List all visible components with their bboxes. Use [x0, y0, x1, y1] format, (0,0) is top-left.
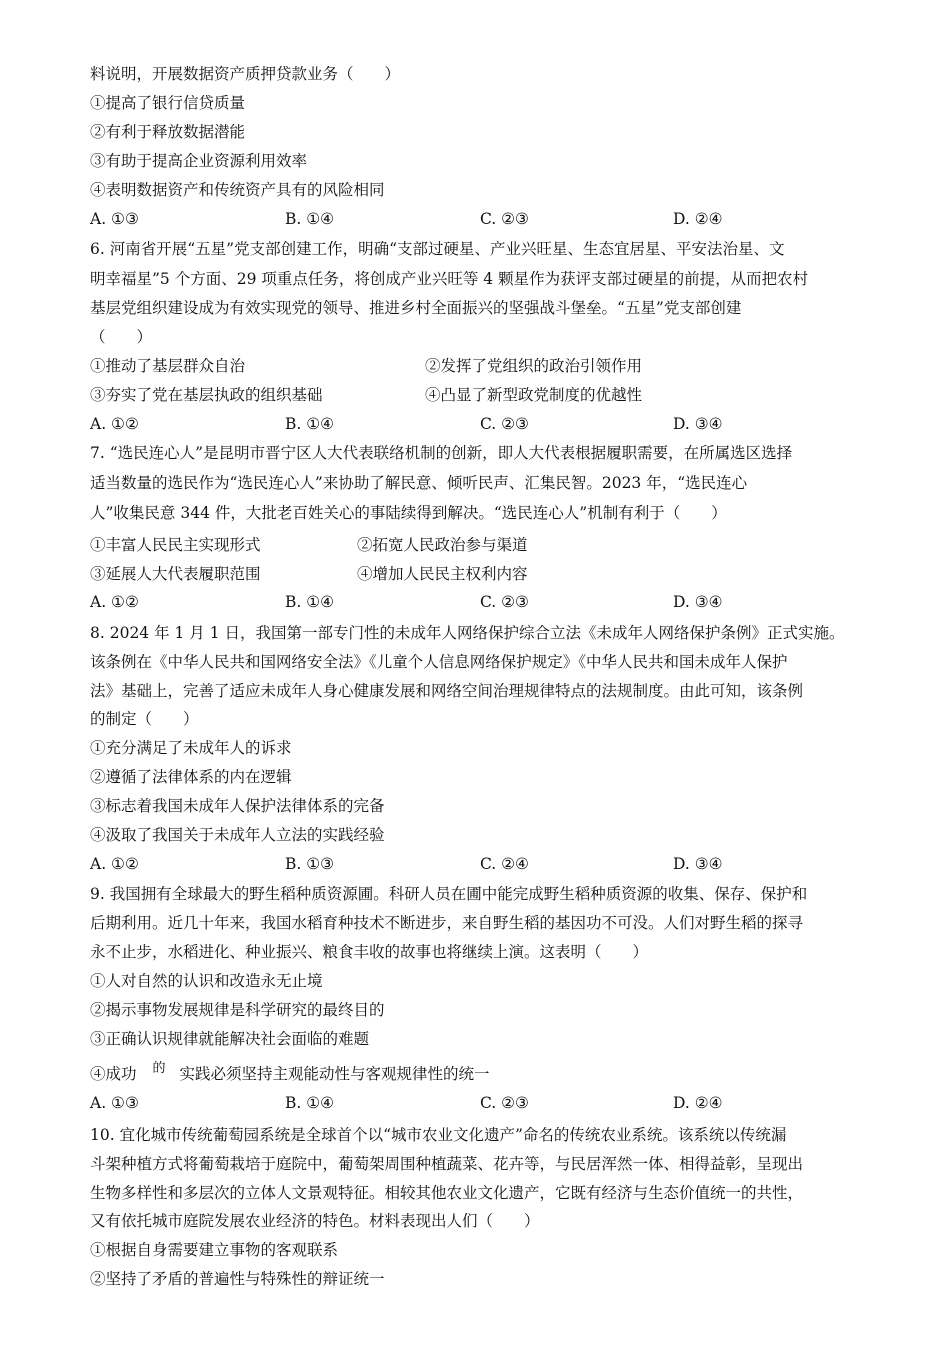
option-a: A. ①②: [90, 593, 139, 611]
answer-statement: ①根据自身需要建立事物的客观联系: [90, 1241, 339, 1259]
answer-statement: ④汲取了我国关于未成年人立法的实践经验: [90, 826, 385, 844]
question-stem-line: 7. “选民连心人”是昆明市晋宁区人大代表联络机制的创新，即人大代表根据履职需要，在所属选区选择: [90, 444, 793, 462]
question-stem-line: 斗架种植方式将葡萄栽培于庭院中，葡萄架周围种植蔬菜、花卉等，与民居浑然一体、相得益彰，呈现出: [90, 1155, 804, 1173]
answer-statement: ③延展人大代表履职范围: [90, 565, 261, 583]
answer-statement: ①人对自然的认识和改造永无止境: [90, 972, 323, 990]
answer-statement: ③标志着我国未成年人保护法律体系的完备: [90, 797, 385, 815]
answer-statement: ②揭示事物发展规律是科学研究的最终目的: [90, 1001, 385, 1019]
option-b: B. ①③: [285, 855, 335, 873]
answer-statement: ②坚持了矛盾的普遍性与特殊性的辩证统一: [90, 1270, 385, 1288]
answer-statement: ②遵循了法律体系的内在逻辑: [90, 768, 292, 786]
option-d: D. ②④: [673, 210, 723, 228]
question-stem-line: 10. 宜化城市传统葡萄园系统是全球首个以“城市农业文化遗产”命名的传统农业系统。该系统以传统漏: [90, 1126, 787, 1144]
question-stem-line: 明幸福星”5 个方面、29 项重点任务，将创成产业兴旺等 4 颗星作为获评支部过硬星的前提，从而把农村: [90, 270, 809, 288]
option-b: B. ①④: [285, 1094, 335, 1112]
option-d: D. ③④: [673, 593, 723, 611]
question-stem-line: 永不止步，水稻进化、种业振兴、粮食丰收的故事也将继续上演。这表明（ ）: [90, 943, 649, 961]
question-stem-line: 生物多样性和多层次的立体人文景观特征。相较其他农业文化遗产，它既有经济与生态价值统一的共性，: [90, 1184, 804, 1202]
question-stem-line: 8. 2024 年 1 月 1 日，我国第一部专门性的未成年人网络保护综合立法《未成年人网络保护条例》正式实施。: [90, 624, 845, 642]
option-a: A. ①②: [90, 855, 139, 873]
answer-statement: ③正确认识规律就能解决社会面临的难题: [90, 1030, 370, 1048]
option-d: D. ③④: [673, 415, 723, 433]
option-b: B. ①④: [285, 415, 335, 433]
answer-statement: ③夯实了党在基层执政的组织基础: [90, 386, 323, 404]
option-c: C. ②③: [480, 415, 529, 433]
option-a: A. ①③: [90, 210, 139, 228]
question-stem-line: 法》基础上，完善了适应未成年人身心健康发展和网络空间治理规律特点的法规制度。由此可知，该条例: [90, 682, 804, 700]
question-stem-line: 的制定（ ）: [90, 710, 199, 728]
option-d: D. ③④: [673, 855, 723, 873]
answer-statement: ④增加人民民主权利内容: [357, 565, 528, 583]
statement-part: 实践必须坚持主观能动性与客观规律性的统一: [179, 1065, 490, 1083]
option-d: D. ②④: [673, 1094, 723, 1112]
answer-statement-4: [90, 1061, 490, 1086]
question-stem-line: 9. 我国拥有全球最大的野生稻种质资源圃。科研人员在圃中能完成野生稻种质资源的收集、保存、保护和: [90, 885, 808, 903]
question-stem-line: 该条例在《中华人民共和国网络安全法》《儿童个人信息网络保护规定》《中华人民共和国未成年人保护: [90, 653, 788, 671]
option-b: B. ①④: [285, 593, 335, 611]
answer-statement: ④表明数据资产和传统资产具有的风险相同: [90, 181, 385, 199]
option-c: C. ②③: [480, 593, 529, 611]
option-c: C. ②③: [480, 1094, 529, 1112]
answer-statement: ①提高了银行信贷质量: [90, 94, 246, 112]
statement-part: 的: [152, 1061, 166, 1076]
option-b: B. ①④: [285, 210, 335, 228]
answer-statement: ①充分满足了未成年人的诉求: [90, 739, 292, 757]
question-stem-line: （ ）: [90, 328, 153, 346]
answer-statement: ④凸显了新型政党制度的优越性: [425, 386, 643, 404]
question-stem-line: 人”收集民意 344 件，大批老百姓关心的事陆续得到解决。“选民连心人”机制有利于（ ）: [90, 504, 727, 522]
question-stem-line: 又有依托城市庭院发展农业经济的特色。材料表现出人们（ ）: [90, 1212, 540, 1230]
answer-statement: ②有利于释放数据潜能: [90, 123, 246, 141]
option-c: C. ②③: [480, 210, 529, 228]
answer-statement: ②发挥了党组织的政治引领作用: [425, 357, 643, 375]
answer-statement: ①推动了基层群众自治: [90, 357, 246, 375]
question-stem-line: 后期利用。近几十年来，我国水稻育种技术不断进步，来自野生稻的基因功不可没。人们对野生稻的探寻: [90, 914, 804, 932]
option-c: C. ②④: [480, 855, 529, 873]
question-stem-line: 基层党组织建设成为有效实现党的领导、推进乡村全面振兴的坚强战斗堡垒。“五星”党支部创建: [90, 299, 742, 317]
question-stem-line: 适当数量的选民作为“选民连心人”来协助了解民意、倾听民声、汇集民智。2023 年，“选民连心: [90, 474, 748, 492]
question-stem-line: 料说明，开展数据资产质押贷款业务（ ）: [90, 65, 401, 83]
statement-part: ④成功: [90, 1065, 137, 1083]
option-a: A. ①②: [90, 415, 139, 433]
answer-statement: ①丰富人民民主实现形式: [90, 536, 261, 554]
option-a: A. ①③: [90, 1094, 139, 1112]
question-stem-line: 6. 河南省开展“五星”党支部创建工作，明确“支部过硬星、产业兴旺星、生态宜居星、平安法治星、文: [90, 240, 785, 258]
answer-statement: ②拓宽人民政治参与渠道: [357, 536, 528, 554]
answer-statement: ③有助于提高企业资源利用效率: [90, 152, 308, 170]
